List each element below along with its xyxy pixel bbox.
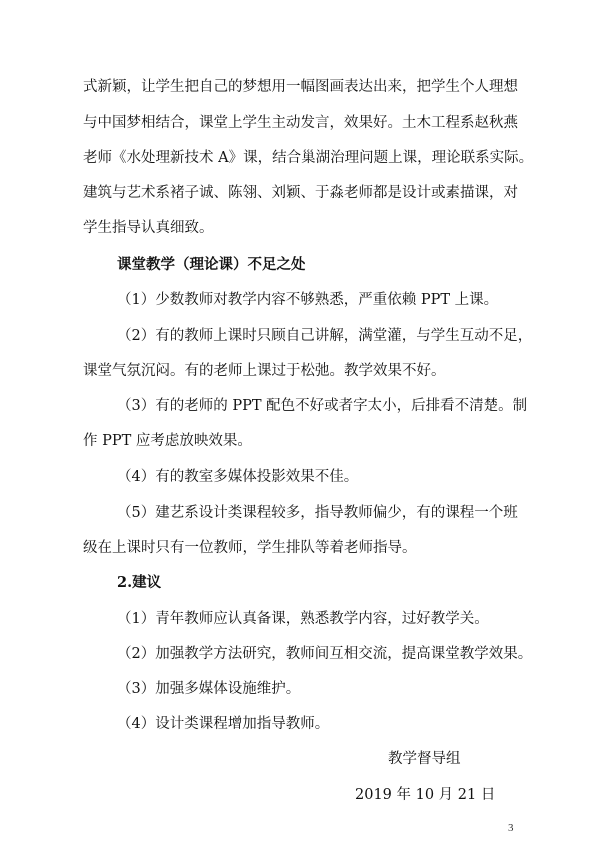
shortcoming-item-1: （1）少数教师对教学内容不够熟悉，严重依赖 PPT 上课。 (117, 292, 499, 308)
intro-line-4: 建筑与艺术系褚子诚、陈翎、刘颖、于淼老师都是设计或素描课，对 (83, 185, 518, 201)
shortcoming-item-2-line-1: （2）有的教师上课时只顾自己讲解，满堂灌，与学生互动不足， (117, 328, 533, 344)
shortcoming-item-3-line-1: （3）有的老师的 PPT 配色不好或者字太小，后排看不清楚。制 (117, 398, 528, 414)
signature: 教学督导组 (388, 751, 461, 767)
shortcoming-item-4: （4）有的教室多媒体投影效果不佳。 (117, 469, 359, 485)
shortcomings-heading: 课堂教学（理论课）不足之处 (117, 256, 306, 273)
intro-line-3: 老师《水处理新技术 A》课，结合巢湖治理问题上课，理论联系实际。 (83, 150, 534, 166)
intro-line-2: 与中国梦相结合，课堂上学生主动发言，效果好。土木工程系赵秋燕 (83, 115, 518, 131)
shortcoming-item-2-line-2: 课堂气氛沉闷。有的老师上课过于松弛。教学效果不好。 (83, 363, 446, 379)
page-number: 3 (508, 822, 514, 834)
shortcoming-item-3-line-2: 作 PPT 应考虑放映效果。 (83, 433, 252, 449)
suggestions-heading: 2.建议 (117, 574, 162, 591)
shortcoming-item-5-line-2: 级在上课时只有一位教师，学生排队等着老师指导。 (83, 540, 417, 556)
shortcoming-item-5-line-1: （5）建艺系设计类课程较多，指导教师偏少，有的课程一个班 (117, 505, 518, 521)
intro-line-5: 学生指导认真细致。 (83, 220, 214, 236)
suggestion-item-1: （1）青年教师应认真备课，熟悉教学内容，过好教学关。 (117, 611, 489, 627)
suggestion-item-2: （2）加强教学方法研究，教师间互相交流，提高课堂教学效果。 (117, 646, 533, 662)
suggestion-item-4: （4）设计类课程增加指导教师。 (117, 716, 330, 732)
date: 2019 年 10 月 21 日 (355, 787, 496, 803)
intro-line-1: 式新颖，让学生把自己的梦想用一幅图画表达出来，把学生个人理想 (83, 79, 518, 95)
suggestion-item-3: （3）加强多媒体设施维护。 (117, 681, 301, 697)
